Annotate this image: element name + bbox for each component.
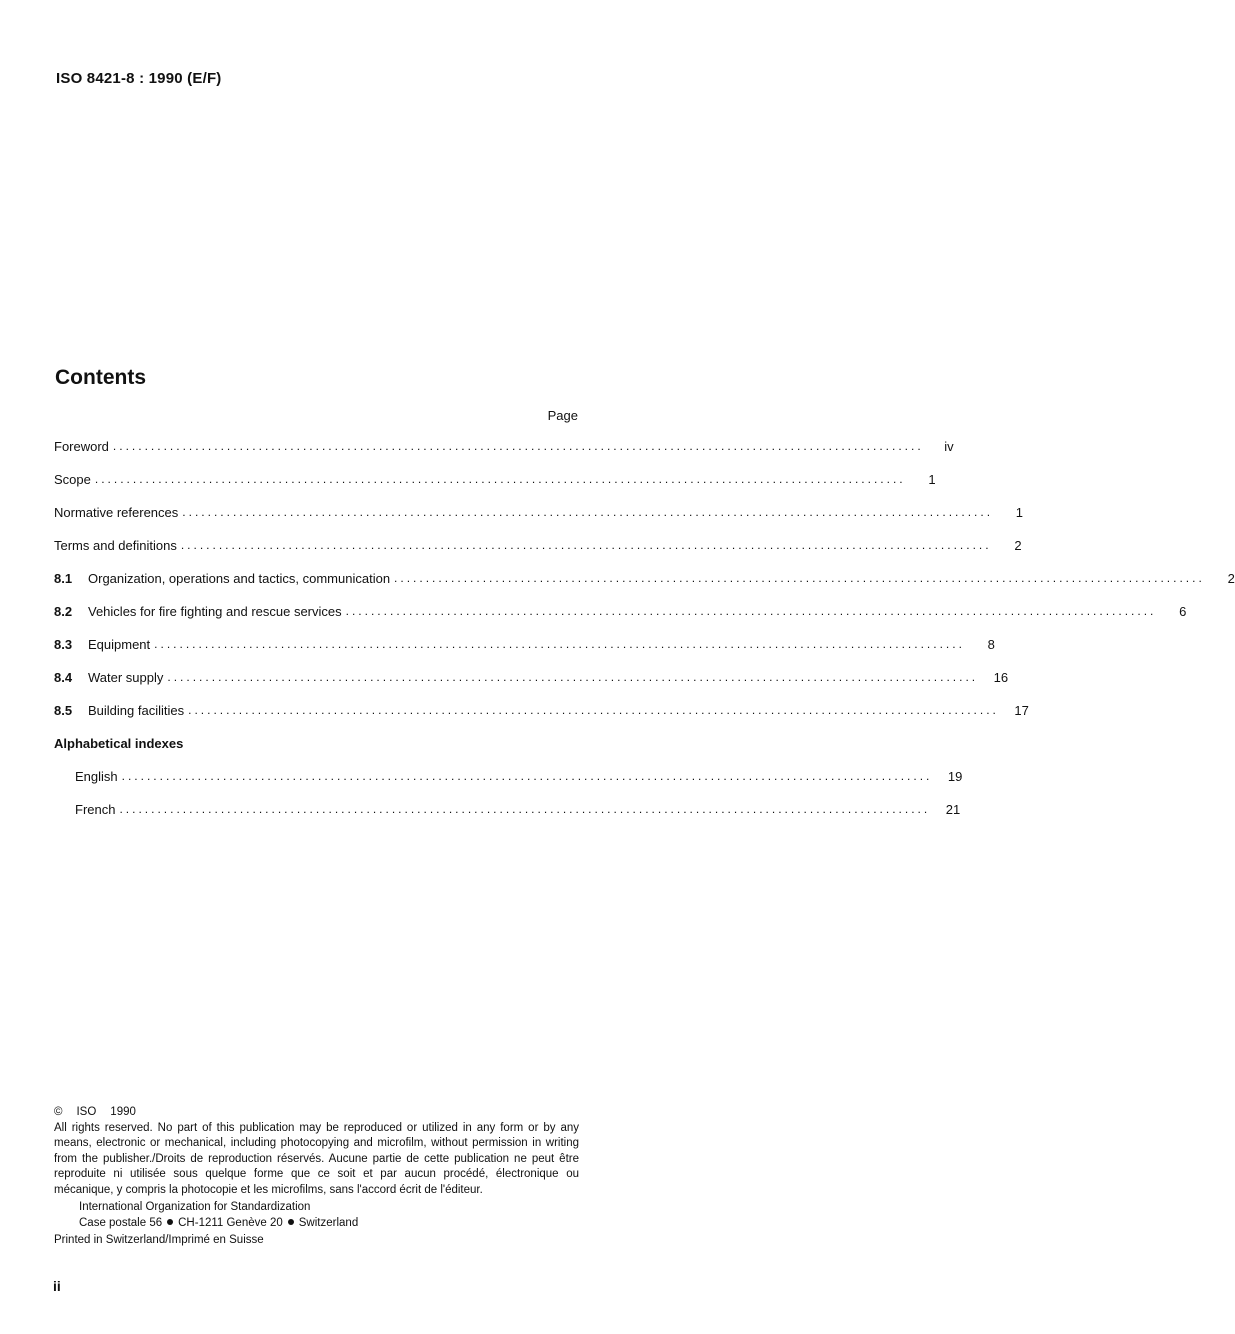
toc-entry-number: 8.4	[54, 670, 73, 685]
printed-in: Printed in Switzerland/Imprimé en Suisse	[54, 1234, 264, 1246]
toc-entry-label: Equipment	[88, 637, 151, 652]
toc-entry-terms-and-definitions[interactable]	[54, 529, 1022, 562]
address-city: CH-1211 Genève 20	[178, 1216, 283, 1229]
toc-entry-index-english[interactable]	[54, 760, 963, 793]
toc-entry-label: Terms and definitions	[54, 538, 177, 553]
toc-entry-label: French	[75, 802, 116, 817]
dot-leader: ................................................................................................................................	[182, 504, 994, 519]
toc-entry-number: 8.2	[54, 604, 73, 619]
toc-entry-page: 17	[1014, 703, 1029, 718]
dot-leader: ................................................................................................................................	[188, 702, 999, 717]
toc-entry-page: 19	[947, 769, 963, 784]
contents-title: Contents	[55, 366, 146, 389]
alphabetical-indexes-heading: Alphabetical indexes	[54, 736, 184, 751]
dot-leader: ................................................................................................................................	[180, 537, 992, 552]
toc-entry-label: English	[75, 769, 118, 784]
publisher-address	[79, 1200, 579, 1231]
copyright-symbol: ©	[54, 1106, 63, 1118]
dot-leader: ................................................................................................................................	[121, 768, 933, 783]
dot-leader: ................................................................................................................................	[94, 471, 906, 486]
dot-leader: ................................................................................................................................	[394, 570, 1205, 585]
toc-entry-page: iv	[944, 439, 954, 454]
toc-entry-page: 1	[928, 472, 936, 487]
dot-leader: ................................................................................................................................	[154, 636, 965, 651]
toc-entry-number: 8.5	[54, 703, 73, 718]
toc-entry-label: Foreword	[54, 439, 109, 454]
toc-entry-label: Scope	[54, 472, 91, 487]
document-header: ISO 8421-8 : 1990 (E/F)	[56, 70, 222, 87]
toc-entry-page: 2	[1227, 571, 1235, 586]
postal-address	[79, 1216, 579, 1232]
toc-entry-index-french[interactable]	[54, 793, 961, 826]
toc-entry-scope[interactable]	[54, 463, 936, 496]
toc-entry-8-3[interactable]	[54, 628, 995, 661]
organization-name: International Organization for Standardization	[79, 1201, 311, 1213]
toc-entry-normative-references[interactable]	[54, 496, 1024, 529]
toc-entry-8-1[interactable]	[54, 562, 1235, 595]
bullet-icon	[167, 1219, 173, 1225]
toc-entry-number: 8.3	[54, 637, 73, 652]
toc-entry-page: 1	[1015, 505, 1024, 520]
copyright-year: 1990	[110, 1106, 136, 1118]
page-number: ii	[53, 1278, 61, 1294]
table-of-contents	[54, 430, 1235, 826]
page-column-label: Page	[547, 408, 578, 423]
toc-entry-label: Organization, operations and tactics, communication	[88, 571, 391, 586]
copyright-line	[54, 1105, 579, 1121]
toc-entry-label: Water supply	[88, 670, 164, 685]
toc-entry-page: 21	[945, 802, 961, 817]
bullet-icon	[288, 1219, 294, 1225]
address-postbox: Case postale 56	[79, 1216, 163, 1229]
copyright-org: ISO	[76, 1106, 97, 1118]
toc-entry-label: Building facilities	[88, 703, 185, 718]
toc-entry-page: 16	[993, 670, 1009, 685]
toc-entry-8-2[interactable]	[54, 595, 1187, 628]
toc-entry-page: 6	[1179, 604, 1187, 619]
toc-entry-page: 8	[987, 637, 995, 652]
address-country: Switzerland	[298, 1216, 359, 1229]
dot-leader: ................................................................................................................................	[167, 669, 979, 684]
dot-leader: ................................................................................................................................	[112, 438, 924, 453]
toc-entry-label: Vehicles for fire fighting and rescue services	[88, 604, 342, 619]
toc-entry-8-4[interactable]	[54, 661, 1009, 694]
rights-notice: All rights reserved. No part of this publication may be reproduced or utilized in any form or by any means, electronic or mechanical, including photocopying and microfilm, without permission in writing from the publisher./Droits de reproduction réservés. Aucune partie de cette publication ne peut être reproduite ni utilisée sous quelque forme que ce soit et par aucun procédé, électronique ou mécanique, y compris la photocopie et les microfilms, sans l'accord écrit de l'éditeur.	[54, 1121, 579, 1196]
toc-entry-label: Normative references	[54, 505, 179, 520]
copyright-footer	[54, 1105, 579, 1249]
dot-leader: ................................................................................................................................	[119, 801, 931, 816]
toc-entry-number: 8.1	[54, 571, 73, 586]
dot-leader: ................................................................................................................................	[345, 603, 1157, 618]
toc-entry-8-5[interactable]	[54, 694, 1029, 727]
toc-entry-page: 2	[1014, 538, 1022, 553]
toc-entry-foreword[interactable]	[54, 430, 954, 463]
